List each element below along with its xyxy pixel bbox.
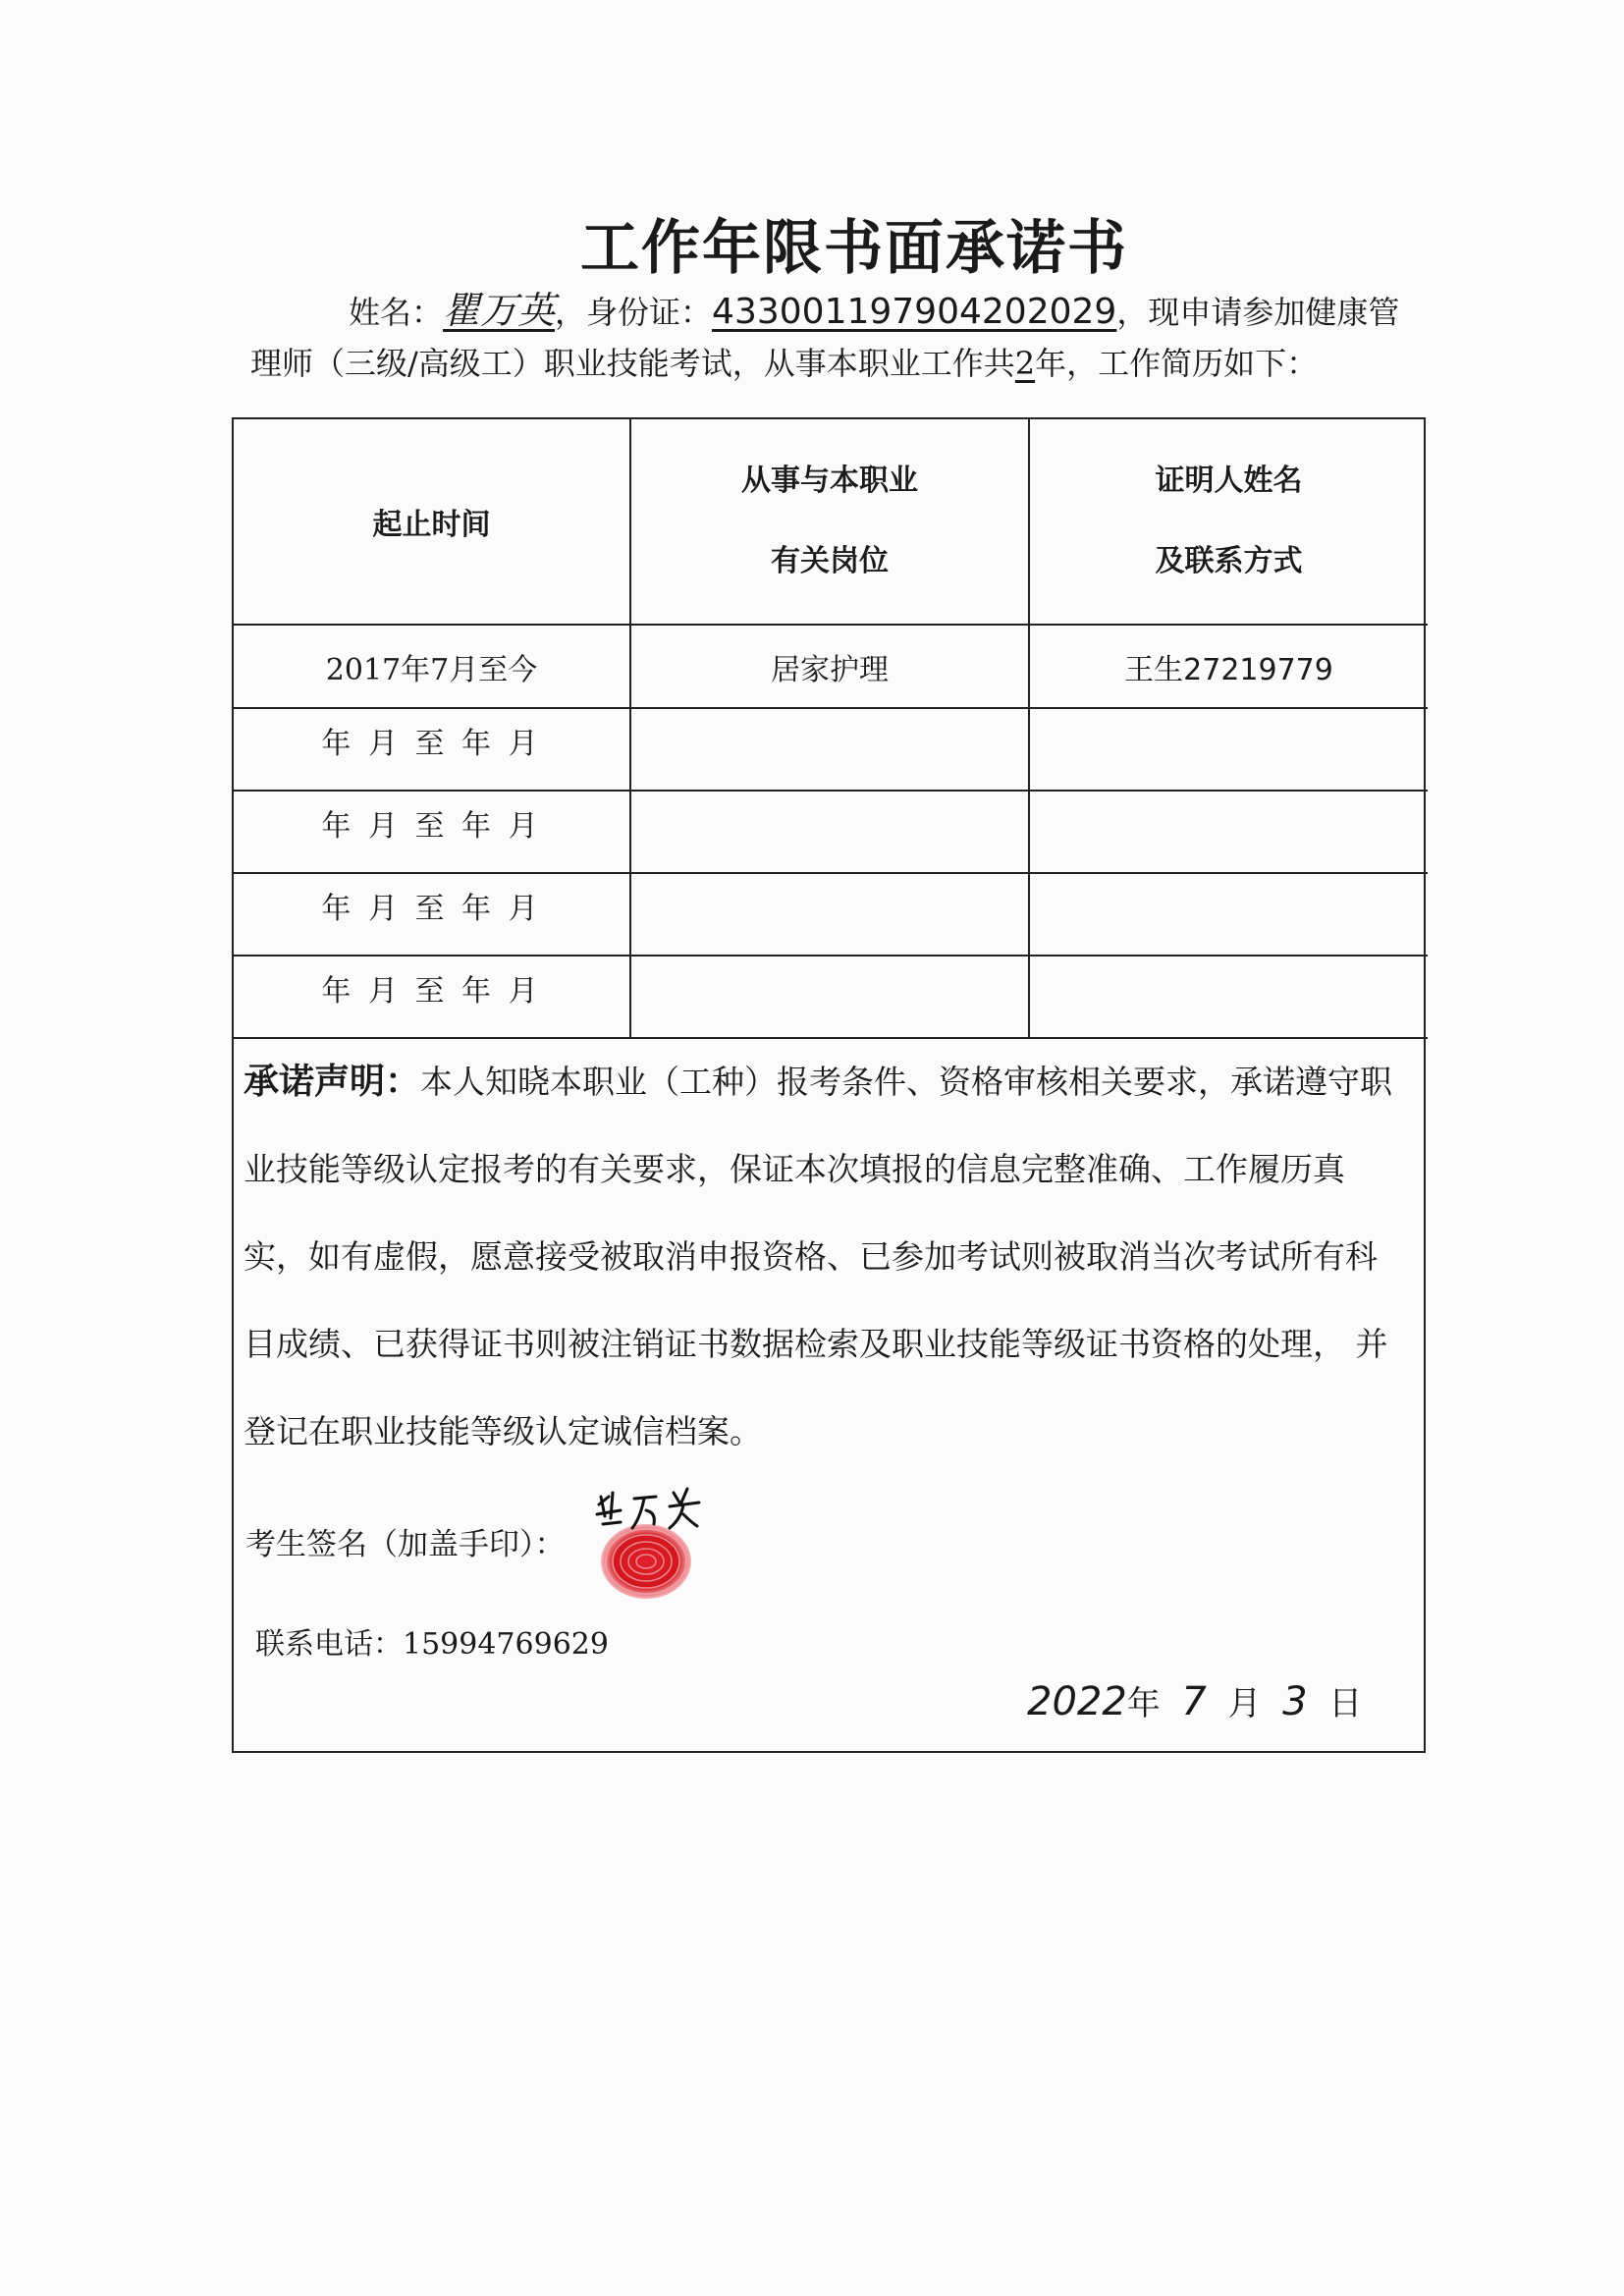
cell-period-blank: 年 月 至 年 月 [234,791,630,873]
date-month: 7 [1181,1679,1207,1724]
table-row [234,956,1428,1038]
name-label: 姓名： [349,294,444,331]
cell-position: 居家护理 [630,625,1029,708]
statement-body: 本人知晓本职业（工种）报考条件、资格审核相关要求，承诺遵守职业技能等级认定报考的有关要求，保证本次填报的信息完整准确、工作履历真实，如有虚假，愿意接受被取消申报资格、已参加考试则被取消当次考试所有科目成绩、已获得证书则被注销证书数据检索及职业技能等级证书资格的处理， 并登记在职业技能等级认定诚信档案。 [244,1063,1393,1450]
cell-witness-blank [1029,956,1428,1038]
header-witness [1029,419,1428,625]
intro-text-c: 年，工作简历如下： [1035,345,1319,382]
cell-period-blank: 年 月 至 年 月 [234,956,630,1038]
phone-line [255,1619,609,1663]
intro-text-b: 理师（三级/高级工）职业技能考试，从事本职业工作共 [250,345,1015,382]
date-year-unit: 年 [1126,1684,1161,1723]
applicant-name: 瞿万英 [443,289,556,332]
header-position-line-2: 有关岗位 [771,544,889,578]
phone-number: 15994769629 [403,1627,609,1662]
table-row [234,708,1428,791]
intro-line-1 [250,285,1468,338]
signature-label: 考生签名（加盖手印）： [245,1527,566,1562]
document-title: 工作年限书面承诺书 [580,214,1128,283]
table-header-row [234,419,1428,625]
header-witness-line-2: 及联系方式 [1155,544,1303,578]
id-number: 433001197904202029 [712,292,1117,332]
header-position-line-1: 从事与本职业 [741,464,918,498]
intro-paragraph [250,285,1468,389]
table-row [234,791,1428,873]
cell-witness: 王生27219779 [1029,625,1428,708]
cell-witness-blank [1029,708,1428,791]
date-day: 3 [1282,1679,1308,1724]
cell-position-blank [630,956,1029,1038]
date-year: 2022 [1027,1679,1127,1724]
cell-position-blank [630,791,1029,873]
commitment-statement [244,1038,1402,1475]
cell-witness-blank [1029,873,1428,956]
cell-period-blank: 年 月 至 年 月 [234,708,630,791]
cell-position-blank [630,873,1029,956]
header-witness-line-1: 证明人姓名 [1155,464,1303,498]
table-row [234,625,1428,708]
header-period: 起止时间 [234,419,630,625]
cell-position-blank [630,708,1029,791]
fingerprint-icon [587,1485,725,1603]
cell-period: 2017年7月至今 [234,625,630,708]
intro-text-a: ，现申请参加健康管 [1116,294,1400,331]
table-row [234,873,1428,956]
work-history-table [234,419,1428,1039]
cell-period-blank: 年 月 至 年 月 [234,873,630,956]
header-position [630,419,1029,625]
sign-date [1027,1676,1362,1724]
form-frame [232,417,1426,1753]
date-month-unit: 月 [1227,1684,1262,1723]
date-day-unit: 日 [1328,1684,1363,1723]
intro-line-2 [250,338,1468,389]
cell-witness-blank [1029,791,1428,873]
work-years: 2 [1014,345,1036,382]
phone-label: 联系电话： [255,1627,403,1662]
statement-lead: 承诺声明： [244,1061,421,1102]
handwritten-signature-with-fingerprint [587,1485,725,1603]
id-label: ，身份证： [555,294,713,331]
